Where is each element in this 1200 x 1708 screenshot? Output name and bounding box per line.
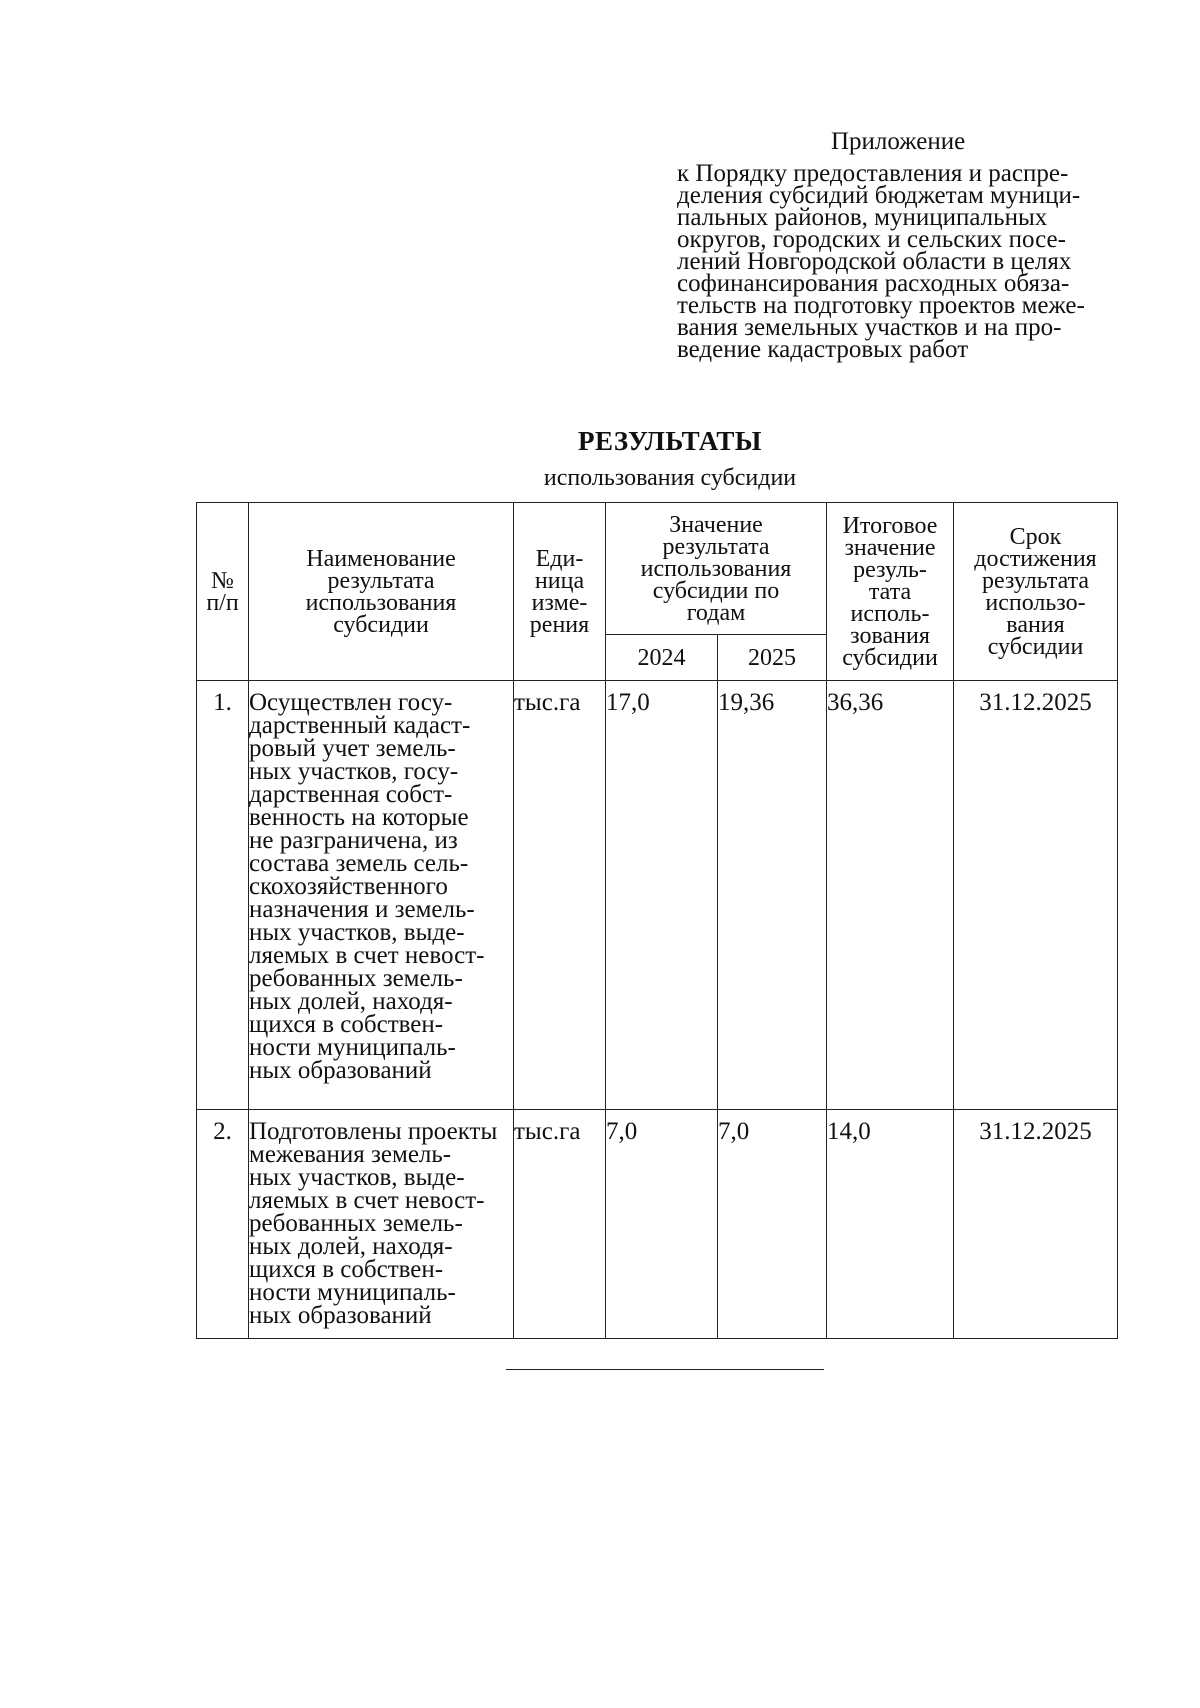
row-value-2025: 19,36 [718, 681, 827, 1110]
row-number: 1. [197, 681, 249, 1110]
table-row [197, 681, 1118, 1110]
appendix-line: софинансирования расходных обяза- [677, 270, 1070, 297]
appendix-line: к Порядку предоставления и распре- [677, 160, 1069, 187]
table-row [197, 1110, 1118, 1339]
appendix-line: ведение кадастровых работ [677, 336, 969, 363]
header-total: Итоговое значение резуль- тата исполь- зования субсидии [827, 503, 954, 681]
row-total: 14,0 [827, 1110, 954, 1339]
row-number: 2. [197, 1110, 249, 1339]
appendix-line: округов, городских и сельских посе- [677, 226, 1066, 253]
header-name: Наименование результата использования субсидии [249, 503, 514, 681]
row-total: 36,36 [827, 681, 954, 1110]
row-deadline: 31.12.2025 [954, 681, 1118, 1110]
header-deadline: Срок достижения результата использо- вания субсидии [954, 503, 1118, 681]
row-unit: тыс.га [514, 1110, 606, 1339]
appendix-title: Приложение [831, 128, 966, 155]
row-deadline: 31.12.2025 [954, 1110, 1118, 1339]
header-value-by-year: Значение результата использования субсидии по годам [606, 503, 827, 635]
document-title: РЕЗУЛЬТАТЫ [578, 426, 762, 456]
appendix-line: пальных районов, муниципальных [677, 204, 1048, 231]
appendix-line: деления субсидий бюджетам муници- [677, 182, 1081, 209]
appendix-line: вания земельных участков и на про- [677, 314, 1062, 341]
header-year-2025: 2025 [718, 635, 827, 681]
appendix-block [677, 127, 1137, 361]
header-number: № п/п [197, 503, 249, 681]
appendix-line: тельств на подготовку проектов меже- [677, 292, 1085, 319]
end-divider [506, 1369, 824, 1370]
document-subtitle: использования субсидии [543, 465, 797, 491]
row-value-2024: 17,0 [606, 681, 718, 1110]
header-year-2024: 2024 [606, 635, 718, 681]
header-unit: Еди- ница изме- рения [514, 503, 606, 681]
row-unit: тыс.га [514, 681, 606, 1110]
row-value-2025: 7,0 [718, 1110, 827, 1339]
row-name: Подготовлены проекты межевания земель- ных участков, выде- ляемых в счет невост- ребованных земель- ных долей, находя- щихся в собствен- ности муниципаль- ных образований [249, 1110, 514, 1339]
appendix-line: лений Новгородской области в целях [677, 248, 1072, 275]
header-row [197, 503, 1118, 635]
results-table [196, 502, 1118, 1339]
row-value-2024: 7,0 [606, 1110, 718, 1339]
row-name: Осуществлен госу- дарственный кадаст- ровый учет земель- ных участков, госу- дарственная собст- венность на которые не разграничена, из состава земель сель- скохозяйственного назначения и земель- ных участков, выде- ляемых в счет невост- ребованных земель- ных долей, находя- щихся в собствен- ности муниципаль- ных образований [249, 681, 514, 1110]
